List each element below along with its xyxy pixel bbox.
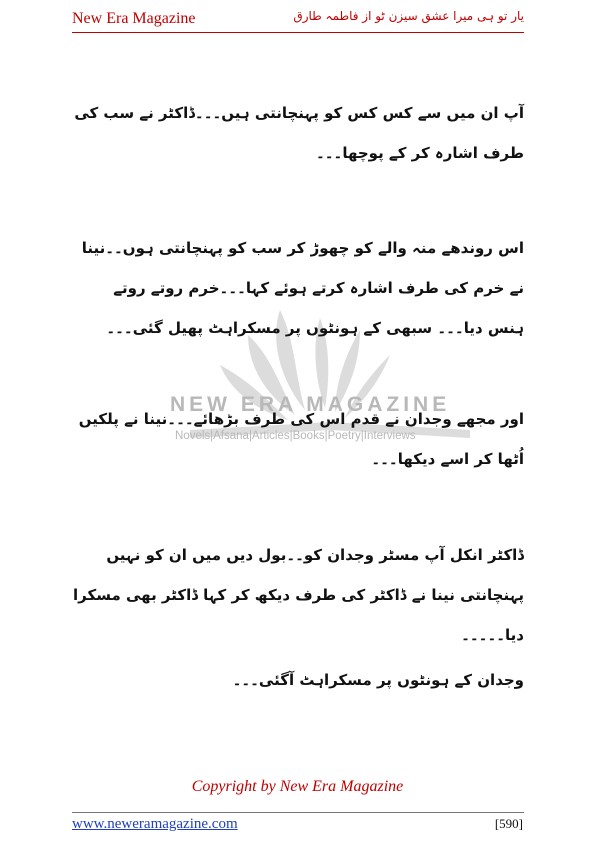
footer-divider <box>72 812 524 813</box>
page-header <box>72 6 524 33</box>
watermark-title: NEW ERA MAGAZINE <box>170 393 451 416</box>
magazine-name: New Era Magazine <box>72 10 196 27</box>
website-link[interactable]: www.neweramagazine.com <box>72 816 238 832</box>
page-number: [590] <box>494 816 523 831</box>
novel-title: یار تو ہی میرا عشق سیزن ٹو از فاطمہ طارق <box>293 9 524 23</box>
watermark-tagline: Novels|Afsana|Articles|Books|Poetry|Interviews <box>175 430 416 442</box>
story-paragraph: اس روندھے منہ والے کو چھوڑ کر سب کو پہنچانتی ہوں۔۔نینا نے خرم کی طرف اشارہ کرتے ہوئے کہا۔۔۔خرم روتے روتے ہنس دیا۔۔۔ سبھی کے ہونٹوں پر مسکراہٹ پھیل گئی۔۔۔ <box>81 239 524 337</box>
story-paragraph: آپ ان میں سے کس کس کو پہنچانتی ہیں۔۔۔ڈاکٹر نے سب کی طرف اشارہ کر کے پوچھا۔۔۔ <box>74 104 524 162</box>
story-paragraph: وجدان کے ہونٹوں پر مسکراہٹ آگئی۔۔۔ <box>232 671 524 689</box>
copyright-notice: Copyright by New Era Magazine <box>191 778 404 795</box>
story-paragraph: ڈاکٹر انکل آپ مسٹر وجدان کو۔۔بول دیں میں ان کو نہیں پہنچانتی نینا نے ڈاکٹر کی طرف دیکھ کر کہا ڈاکٹر بھی مسکرا دیا۔۔۔۔۔ <box>73 546 524 644</box>
story-paragraph: اور مجھے وجدان نے قدم اس کی طرف بڑھائے۔۔۔نینا نے پلکیں اُٹھا کر اسے دیکھا۔۔۔ <box>78 410 524 468</box>
